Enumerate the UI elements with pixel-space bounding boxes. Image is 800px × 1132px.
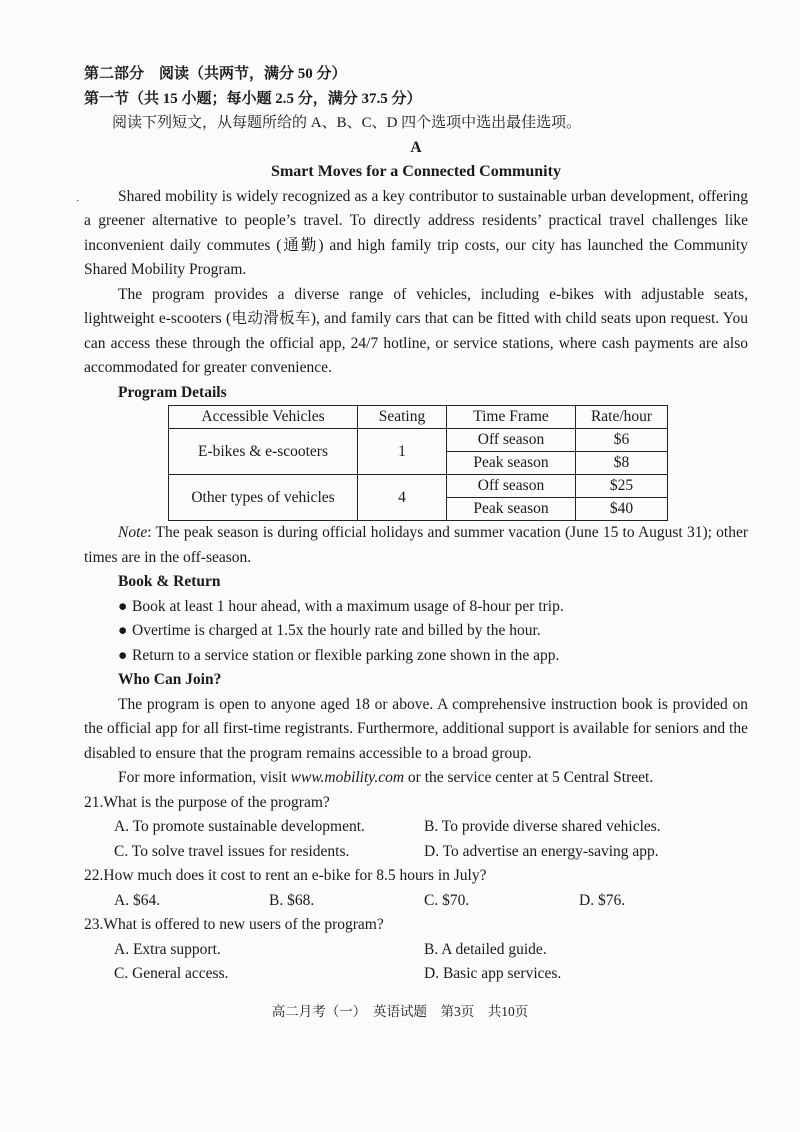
page-footer: 高二月考（一） 英语试题 第3页 共10页	[271, 1004, 529, 1019]
exam-page	[84, 62, 748, 987]
info-suffix: or the service center at 5 Central Street.	[404, 769, 654, 786]
options-row	[114, 962, 748, 987]
section-heading: 第一节（共 15 小题；每小题 2.5 分，满分 37.5 分）	[84, 90, 422, 107]
info-line	[84, 766, 748, 791]
note-label: Note	[118, 524, 148, 541]
options-row	[114, 889, 748, 914]
part-heading: 第二部分 阅读（共两节，满分 50 分）	[84, 66, 347, 82]
list-item	[118, 644, 748, 669]
list-item	[118, 595, 748, 620]
question-stem: 22.How much does it cost to rent an e-bike for 8.5 hours in July?	[84, 867, 487, 884]
question-stem: 21.What is the purpose of the program?	[84, 793, 330, 811]
options-row	[114, 840, 748, 865]
option-a: A. Extra support.	[114, 940, 221, 958]
time-frame-cell: Peak season	[447, 452, 576, 475]
info-url: www.mobility.com	[290, 769, 405, 786]
option-c: C. General access.	[114, 965, 229, 982]
time-frame-cell: Peak season	[447, 498, 576, 521]
rate-cell: $40	[576, 498, 668, 521]
rate-cell: $25	[576, 475, 668, 498]
bullet-icon: ●	[118, 646, 128, 664]
bullet-icon: ●	[118, 622, 128, 639]
who-can-join-heading: Who Can Join?	[118, 671, 222, 688]
question-22	[84, 864, 748, 913]
paragraph-2: The program provides a diverse range of vehicles, including e-bikes with adjustable seats, lightweight e-scooters (电动滑板车), and family cars that can be fitted with child seats upon request. You can access these through the official app, 24/7 hotline, or service stations, where cash payments are also accommodated for greater convenience.	[84, 285, 748, 376]
question-21	[84, 791, 748, 865]
bullet-text: Overtime is charged at 1.5x the hourly rate and billed by the hour.	[132, 622, 541, 639]
program-details-heading: Program Details	[118, 383, 227, 401]
bullet-text: Book at least 1 hour ahead, with a maximum usage of 8-hour per trip.	[132, 597, 564, 615]
program-table	[168, 405, 668, 521]
option-b: B. $68.	[269, 891, 315, 909]
vehicle-cell: Other types of vehicles	[169, 475, 358, 521]
option-d: D. To advertise an energy-saving app.	[424, 842, 659, 860]
header-seating: Seating	[358, 406, 447, 429]
table-row	[169, 429, 668, 452]
option-b: B. To provide diverse shared vehicles.	[424, 818, 661, 835]
options-row	[114, 938, 748, 963]
passage-title: Smart Moves for a Connected Community	[271, 163, 561, 180]
header-rate: Rate/hour	[576, 406, 668, 429]
question-stem: 23.What is offered to new users of the program?	[84, 916, 384, 933]
instruction: 阅读下列短文，从每题所给的 A、B、C、D 四个选项中选出最佳选项。	[112, 115, 582, 131]
time-frame-cell: Off season	[447, 429, 576, 452]
question-23	[84, 913, 748, 987]
table-header-row	[169, 406, 668, 429]
bullet-icon: ●	[118, 597, 128, 615]
option-b: B. A detailed guide.	[424, 940, 547, 958]
list-item	[118, 619, 748, 644]
option-d: D. Basic app services.	[424, 965, 562, 982]
rate-cell: $8	[576, 452, 668, 475]
option-c: C. $70.	[424, 891, 470, 909]
note-text: : The peak season is during official holidays and summer vacation (June 15 to August 31); other times are in the off-season.	[84, 524, 748, 566]
seating-cell: 4	[358, 475, 447, 521]
paragraph-1: Shared mobility is widely recognized as a key contributor to sustainable urban development, offering a greener alternative to people’s travel. To directly address residents’ practical travel challenges like inconvenient daily commutes (通勤) and high family trip costs, our city has launched the Community Shared Mobility Program.	[84, 187, 748, 278]
table-note	[84, 521, 748, 570]
header-vehicles: Accessible Vehicles	[169, 406, 358, 429]
table-row	[169, 475, 668, 498]
book-return-heading: Book & Return	[118, 573, 221, 590]
options-row	[114, 815, 748, 840]
option-d: D. $76.	[579, 891, 626, 909]
seating-cell: 1	[358, 429, 447, 475]
info-prefix: For more information, visit	[118, 769, 291, 786]
header-time-frame: Time Frame	[447, 406, 576, 429]
paragraph-3: The program is open to anyone aged 18 or above. A comprehensive instruction book is provided on the official app for all first-time registrants. Furthermore, additional support is available for seniors and the disabled to ensure that the program remains accessible to a broad group.	[84, 695, 748, 762]
time-frame-cell: Off season	[447, 475, 576, 498]
option-c: C. To solve travel issues for residents.	[114, 842, 350, 860]
rate-cell: $6	[576, 429, 668, 452]
passage-letter: A	[410, 138, 422, 156]
option-a: A. $64.	[114, 891, 161, 909]
vehicle-cell: E-bikes & e-scooters	[169, 429, 358, 475]
bullet-text: Return to a service station or flexible parking zone shown in the app.	[132, 646, 560, 664]
option-a: A. To promote sustainable development.	[114, 818, 365, 835]
stray-dot: ·	[76, 196, 80, 207]
